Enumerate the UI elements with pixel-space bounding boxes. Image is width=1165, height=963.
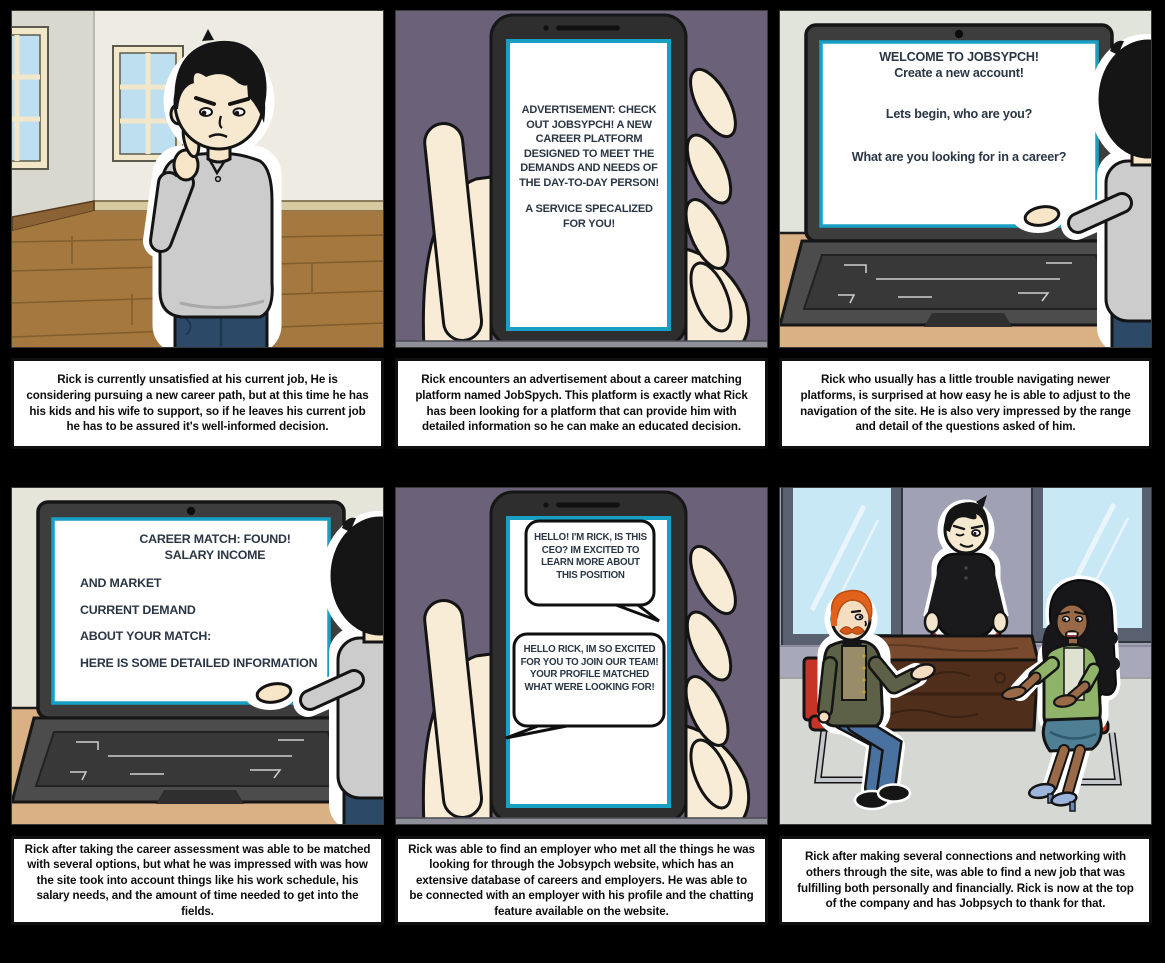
phone-ad-text [514,103,664,231]
screen-line: HERE IS SOME DETAILED INFORMATION [80,655,318,670]
screen-line: Lets begin, who are you? [885,107,1033,122]
screen-line: What are you looking for in a career? [851,150,1067,165]
laptop-screen-text [826,49,1092,165]
webcam-icon [955,30,963,38]
panel-1-caption [11,358,384,449]
panel-2-caption [395,358,768,449]
screen-heading: SALARY INCOME [164,547,266,562]
panel-6-caption [779,836,1152,925]
ad-paragraph: A SERVICE SPECALIZED FOR YOU! [525,203,653,230]
screen-line: ABOUT YOUR MATCH: [80,629,212,643]
meeting-scene [780,488,1152,825]
panel-6-art [779,487,1152,825]
touchpad [924,313,1012,327]
panel-1-art [11,10,384,348]
panel-5-caption [395,836,768,925]
panel-4-art [11,487,384,825]
ad-paragraph: ADVERTISEMENT: CHECK OUT JOBSYPCH! A NEW CAREER PLATFORM DESIGNED TO MEET THE DEMANDS AND NEEDS OF THE DAY-TO-DAY PERSON! [519,104,659,189]
caption-text: Rick after making several connections and networking with others through the site, was able to find a new job that was fulfilling both personally and financially. Rick is now at the top of the company and has Jobpsych to thank for that. [797,850,1134,911]
panel-5-art [395,487,768,825]
laptop-screen-text [64,532,322,682]
rick-character [158,29,276,348]
chat-bubble-text: HELLO RICK, IM SO EXCITED FOR YOU TO JOIN OUR TEAM! YOUR PROFILE MATCHED WHAT WERE LOOKING FOR! [520,644,659,693]
panel-4-caption [11,836,384,925]
panel-3-caption [779,358,1152,449]
caption-text: Rick encounters an advertisement about a career matching platform named JobSpych. This platform is exactly what Rick has been looking for a platform that can provide him with detailed information so he can make an educated decision. [415,373,748,434]
caption-text: Rick who usually has a little trouble navigating newer platforms, is surprised at how easy he is able to adjust to the navigation of the site. He is also very impressed by the range and detail of the questions asked of him. [800,373,1131,434]
screen-heading: CAREER MATCH: FOUND! [139,532,291,546]
caption-text: Rick is currently unsatisfied at his current job, He is considering pursuing a new career path, but at this time he has his kids and his wife to support, so if he leaves his current job he has to be assured it's well-informed decision. [26,373,369,434]
touchpad [156,790,244,804]
panel-3-art [779,10,1152,348]
caption-text: Rick after taking the career assessment was able to be matched with several options, but what he was impressed with was how the site took into account things like his work schedule, his salary needs, and the amount of time needed to get into the fields. [24,842,371,918]
screen-line: AND MARKET [80,576,162,590]
shoe [878,785,910,802]
webcam-icon [187,507,195,515]
screen-line: Create a new account! [894,66,1024,81]
window-icon [12,27,48,169]
room-scene [12,11,384,348]
chat-bubble-text: HELLO! I'M RICK, IS THIS CEO? IM EXCITED TO LEARN MORE ABOUT THIS POSITION [534,532,647,581]
screen-line: CURRENT DEMAND [80,602,196,617]
screen-line: WELCOME TO JOBSYPCH! [879,50,1039,64]
caption-text: Rick was able to find an employer who met all the things he was looking for through the Jobsypch website, which has an extensive database of careers and employers. He was able to be connected with an employer with his profile and the chatting feature available on the website. [408,842,755,918]
panel-2-art [395,10,768,348]
